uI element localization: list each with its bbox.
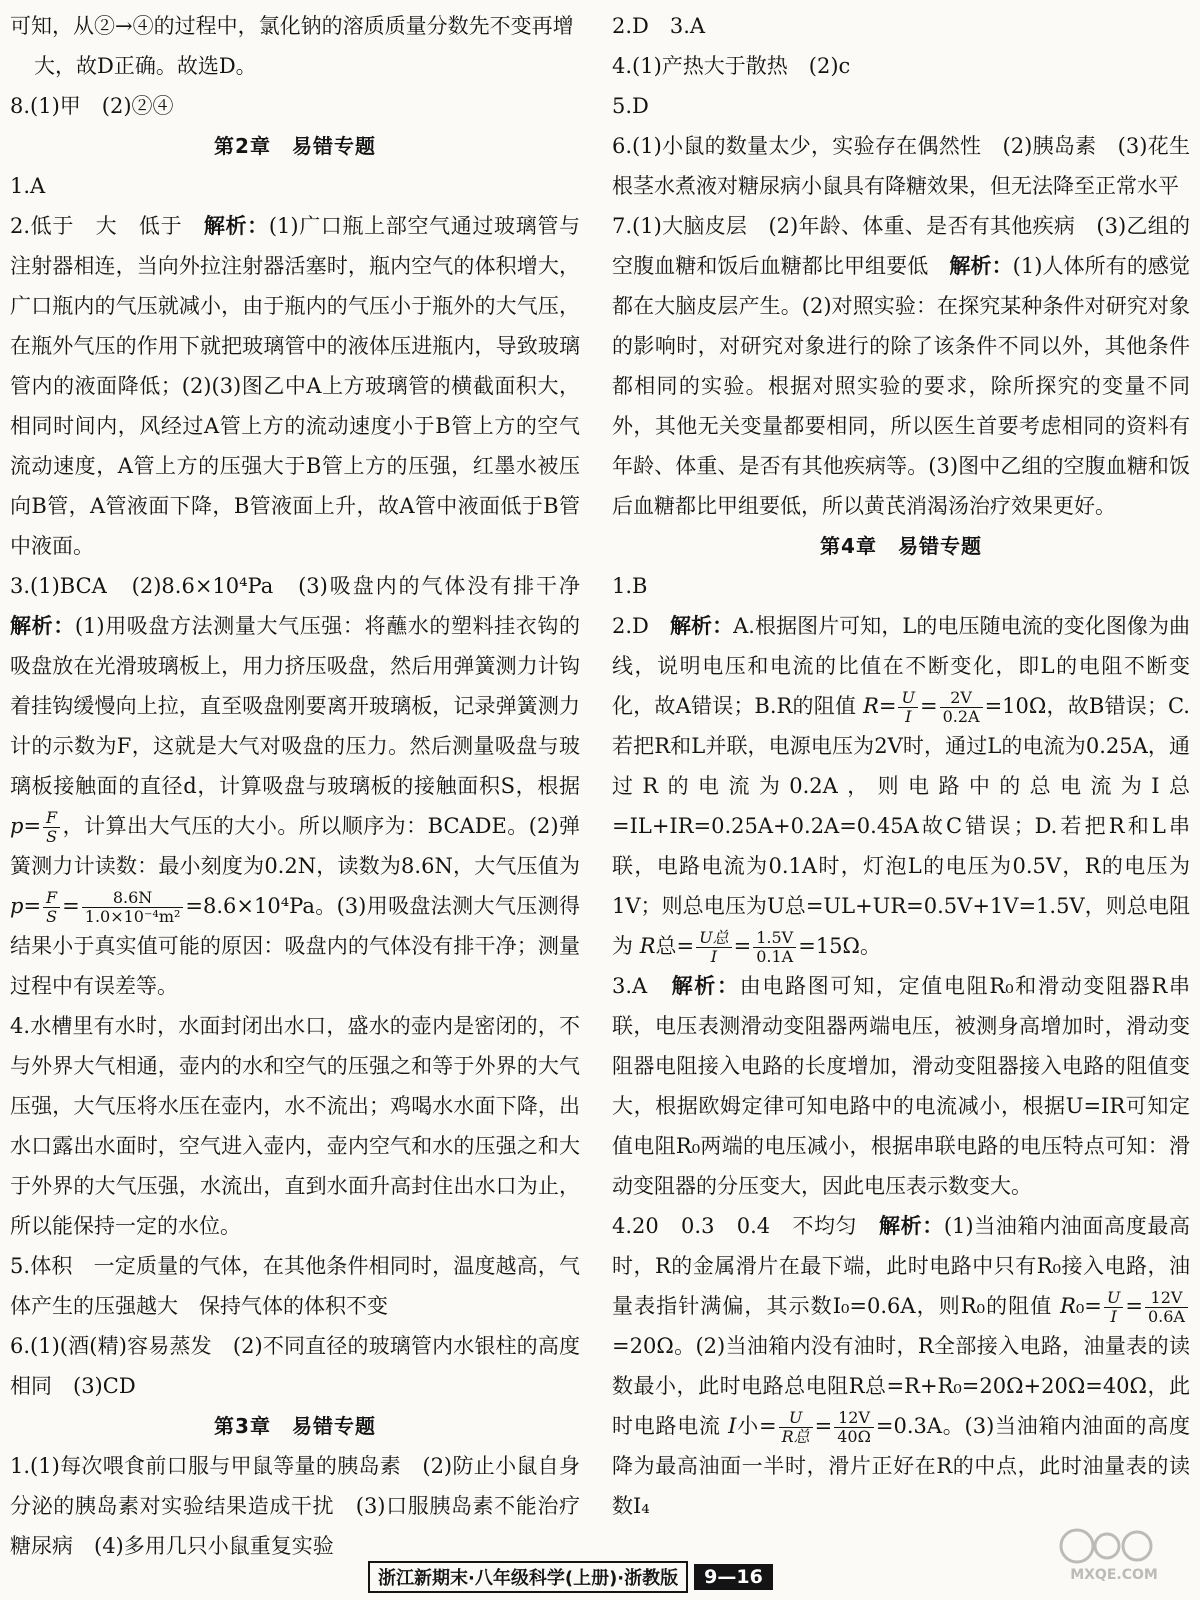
- ch2-answer-2: [10, 206, 580, 566]
- ch3-answer-7: [612, 206, 1190, 526]
- chapter2-heading: 第2章 易错专题: [214, 134, 376, 158]
- ch4-answer-4-ans: 4.20 0.3 0.4 不均匀: [612, 1214, 879, 1238]
- analysis-label: 解析：: [878, 1213, 944, 1238]
- fraction-1.5v: $\frac{1.5V}{0.1A}$: [753, 929, 796, 966]
- fraction-f-over-s: $\frac{F}{S}$: [43, 809, 60, 846]
- fraction-u-over-i: $\frac{U}{I}$: [898, 689, 917, 726]
- answer-8: 8.(1)甲 (2)②④: [10, 94, 174, 118]
- ch4-answer-2-text-c: 。: [859, 934, 881, 958]
- chapter3-heading: 第3章 易错专题: [214, 1414, 376, 1438]
- ch2-answer-3-text-c: 。(3)用吸盘法测大气压测得结果小于真实值可能的原因：吸盘内的气体没有排干净；测量过程中有误差等。: [10, 894, 580, 998]
- page-footer: [368, 1562, 773, 1592]
- ch3-answer-6: 6.(1)小鼠的数量太少，实验存在偶然性 (2)胰岛素 (3)花生根茎水煮液对糖尿病小鼠具有降糖效果，但无法降至正常水平: [612, 134, 1190, 198]
- ch3-answer-5: 5.D: [612, 94, 649, 118]
- analysis-label: 解析：: [10, 613, 75, 638]
- analysis-label: 解析：: [669, 613, 734, 638]
- fraction-8.6n: $\frac{8.6N}{\text{1.0×10⁻⁴m²}}$: [82, 889, 184, 926]
- ch2-answer-2-text: (1)广口瓶上部空气通过玻璃管与注射器相连，当向外拉注射器活塞时，瓶内空气的体积增大，广口瓶内的气压就减小，由于瓶内的气压小于瓶外的大气压，在瓶外气压的作用下就把玻璃管中的液体压进瓶内，导致玻璃管内的液面降低；(2)(3)图乙中A上方玻璃管的横截面积大，相同时间内，风经过A管上方的流动速度小于B管上方的空气流动速度，A管上方的压强大于B管上方的压强，红墨水被压向B管，A管液面下降，B管液面上升，故A管中液面低于B管中液面。: [10, 214, 580, 558]
- ch4-answer-1: 1.B: [612, 574, 648, 598]
- ch3-answer-7-ans: 7.(1)大脑皮层 (2)年龄、体重、是否有其他疾病 (3)乙组的空腹血糖和饭后血糖都比甲组要低: [612, 214, 1190, 278]
- left-column: [10, 6, 601, 1566]
- ch4-answer-2-text-a: A.根据图片可知，L的电压随电流的变化图像为曲线，说明电压和电流的比值在不断变化，即L的电阻不断变化，故A错误；B.R的阻值: [612, 614, 1190, 718]
- fraction-u-over-i-2: $\frac{U}{I}$: [1104, 1289, 1123, 1326]
- ch4-answer-2: 2.D 解析：A.根据图片可知，L的电压随电流的变化图像为曲线，说明电压和电流的比值在不断变化，即L的电阻不断变化，故A错误；B.R的阻值 R= $\frac{U}{I}$ = $\frac{2V}{0.2A}$ =10Ω，故B错误；C.若把R和L并联，电源电压为2V时，通过L的电流为0.25A，通过R的电流为0.2A，则电路中的总电流为I总=IL+IR=0.25A+0.2A=0.45A故C错误；D.若把R和L串联，电路电流为0.1A时，灯泡L的电压为0.5V，R的电压为1V；则总电压为U总=UL+UR=0.5V+1V=1.5V，则总电阻为 R总= $\frac{\text{U总}}{I}$ = $\frac{1.5V}{0.1A}$ =15Ω。: [612, 613, 1190, 966]
- right-column: [612, 6, 1190, 1526]
- ch2-answer-6: 6.(1)(酒(精)容易蒸发 (2)不同直径的玻璃管内水银柱的高度相同 (3)CD: [10, 1334, 580, 1398]
- page-number: 9—16: [694, 1564, 773, 1590]
- ch2-answer-5: 5.体积 一定质量的气体，在其他条件相同时，温度越高，气体产生的压强越大 保持气体的体积不变: [10, 1254, 580, 1318]
- ch4-answer-3: [612, 966, 1190, 1206]
- ch2-answer-3-text-a: (1)用吸盘方法测量大气压强：将蘸水的塑料挂衣钩的吸盘放在光滑玻璃板上，用力挤压吸盘，然后用弹簧测力计钩着挂钩缓慢向上拉，直至吸盘刚要离开玻璃板，记录弹簧测力计的示数为F，这就是大气对吸盘的压力。然后测量吸盘与玻璃板接触面的直径d，计算吸盘与玻璃板的接触面积S，根据: [10, 614, 581, 798]
- watermark-logo: [1047, 1524, 1182, 1584]
- fraction-u-over-r-total: $\frac{U}{\text{R总}}$: [779, 1409, 813, 1446]
- fraction-u-total-over-i: $\frac{\text{U总}}{I}$: [696, 929, 732, 966]
- analysis-label: 解析：: [203, 213, 269, 238]
- watermark-text: MXQE.COM: [1070, 1567, 1158, 1583]
- ch4-answer-4: 4.20 0.3 0.4 不均匀 解析：(1)当油箱内油面高度最高时，R的金属滑片在最下端，此时电路中只有R₀接入电路，油量表指针满偏，其示数I₀=0.6A，则R₀的阻值 R₀= $\frac{U}{I}$ = $\frac{12V}{0.6A}$ =20Ω。(2)当油箱内没有油时，R全部接入电路，油量表的读数最小，此时电路总电阻R总=R+R₀=20Ω+20Ω=40Ω，此时电路电流 I小= $\frac{U}{\text{R总}}$ = $\frac{12V}{40\Omega}$ =0.3A。(3)当油箱内油面的高度降为最高油面一半时，滑片正好在R的中点，此时油量表的读数I₄: [612, 1213, 1190, 1518]
- ch2-answer-1: 1.A: [10, 174, 46, 198]
- ch3-answer-2-3: 2.D 3.A: [612, 14, 706, 38]
- analysis-label: 解析：: [671, 973, 740, 998]
- ch4-answer-3-text: 由电路图可知，定值电阻R₀和滑动变阻器R串联，电压表测滑动变阻器两端电压，被测身高增加时，滑动变阻器电阻接入电路的长度增加，滑动变阻器接入电路的阻值变大，根据欧姆定律可知电路中的电流减小，根据U=IR可知定值电阻R₀两端的电压减小，根据串联电路的电压特点可知：滑动变阻器的分压变大，因此电压表示数变大。: [612, 974, 1191, 1198]
- ch3-answer-4: 4.(1)产热大于散热 (2)c: [612, 54, 851, 78]
- continued-text-line1: 可知，从②→④的过程中，氯化钠的溶质质量分数先不变再增: [10, 14, 574, 38]
- fraction-12v-40ohm: $\frac{12V}{40\Omega}$: [834, 1409, 874, 1446]
- continued-text-line2: 大，故D正确。故选D。: [34, 54, 257, 78]
- ch3-answer-1: 1.(1)每次喂食前口服与甲鼠等量的胰岛素 (2)防止小鼠自身分泌的胰岛素对实验结果造成干扰 (3)口服胰岛素不能治疗糖尿病 (4)多用几只小鼠重复实验: [10, 1454, 580, 1558]
- ch2-answer-3: 3.(1)BCA (2)8.6×10⁴Pa (3)吸盘内的气体没有排干净 解析：(1)用吸盘方法测量大气压强：将蘸水的塑料挂衣钩的吸盘放在光滑玻璃板上，用力挤压吸盘，然后用弹簧测力计钩着挂钩缓慢向上拉，直至吸盘刚要离开玻璃板，记录弹簧测力计的示数为F，这就是大气对吸盘的压力。然后测量吸盘与玻璃板接触面的直径d，计算吸盘与玻璃板的接触面积S，根据 p= $\frac{F}{S}$ ，计算出大气压的大小。所以顺序为：BCADE。(2)弹簧测力计读数：最小刻度为0.2N，读数为8.6N，大气压值为 p= $\frac{F}{S}$ = $\frac{8.6N}{\text{1.0×10⁻⁴m²}}$ =8.6×10⁴Pa。(3)用吸盘法测大气压测得结果小于真实值可能的原因：吸盘内的气体没有排干净；测量过程中有误差等。: [10, 574, 601, 998]
- ch2-answer-3-text-b: ，计算出大气压的大小。所以顺序为：BCADE。(2)弹簧测力计读数：最小刻度为0.2N，读数为8.6N，大气压值为: [10, 814, 580, 878]
- ch4-answer-4-text-c: 。(3)当油箱内油面的高度降为最高油面一半时，滑片正好在R的中点，此时油量表的读数I₄: [612, 1414, 1190, 1518]
- chapter4-heading: 第4章 易错专题: [820, 534, 982, 558]
- fraction-f-over-s-2: $\frac{F}{S}$: [43, 889, 60, 926]
- ch4-answer-3-ans: 3.A: [612, 974, 672, 998]
- ch4-answer-2-text-b: ，故B错误；C.若把R和L并联，电源电压为2V时，通过L的电流为0.25A，通过R的电流为0.2A，则电路中的总电流为I总=IL+IR=0.25A+0.2A=0.45A故C错误；D.若把R和L串联，电路电流为0.1A时，灯泡L的电压为0.5V，R的电压为1V；则总电压为U总=UL+UR=0.5V+1V=1.5V，则总电阻为: [612, 694, 1190, 958]
- ch4-answer-4-text-a: (1)当油箱内油面高度最高时，R的金属滑片在最下端，此时电路中只有R₀接入电路，油量表指针满偏，其示数I₀=0.6A，则R₀的阻值: [612, 1214, 1190, 1318]
- analysis-label: 解析：: [949, 253, 1013, 278]
- ch2-answer-3-ans: 3.(1)BCA (2)8.6×10⁴Pa (3)吸盘内的气体没有排干净: [10, 574, 601, 598]
- ch2-answer-4: 4.水槽里有水时，水面封闭出水口，盛水的壶内是密闭的，不与外界大气相通，壶内的水和空气的压强之和等于外界的大气压强，大气压将水压在壶内，水不流出；鸡喝水水面下降，出水口露出水面时，空气进入壶内，壶内空气和水的压强之和大于外界的大气压强，水流出，直到水面升高封住出水口为止，所以能保持一定的水位。: [10, 1014, 580, 1238]
- footer-title: 浙江新期末·八年级科学(上册)·浙教版: [368, 1561, 688, 1593]
- ch2-answer-2-ans: 2.低于 大 低于: [10, 214, 204, 238]
- ch3-answer-7-text: (1)人体所有的感觉都在大脑皮层产生。(2)对照实验：在探究某种条件对研究对象的影响时，对研究对象进行的除了该条件不同以外，其他条件都相同的实验。根据对照实验的要求，除所探究的变量不同外，其他无关变量都要相同，所以医生首要考虑相同的资料有年龄、体重、是否有其他疾病等。(3)图中乙组的空腹血糖和饭后血糖都比甲组要低，所以黄芪消渴汤治疗效果更好。: [612, 254, 1191, 518]
- ch4-answer-4-text-b: 。(2)当油箱内没有油时，R全部接入电路，油量表的读数最小，此时电路总电阻R总=R+R₀=20Ω+20Ω=40Ω，此时电路电流: [612, 1334, 1190, 1438]
- fraction-2v: $\frac{2V}{0.2A}$: [940, 689, 983, 726]
- formula-p-f-s: p=: [10, 814, 42, 838]
- fraction-12v-0.6a: $\frac{12V}{0.6A}$: [1145, 1289, 1188, 1326]
- ch4-answer-2-ans: 2.D: [612, 614, 670, 638]
